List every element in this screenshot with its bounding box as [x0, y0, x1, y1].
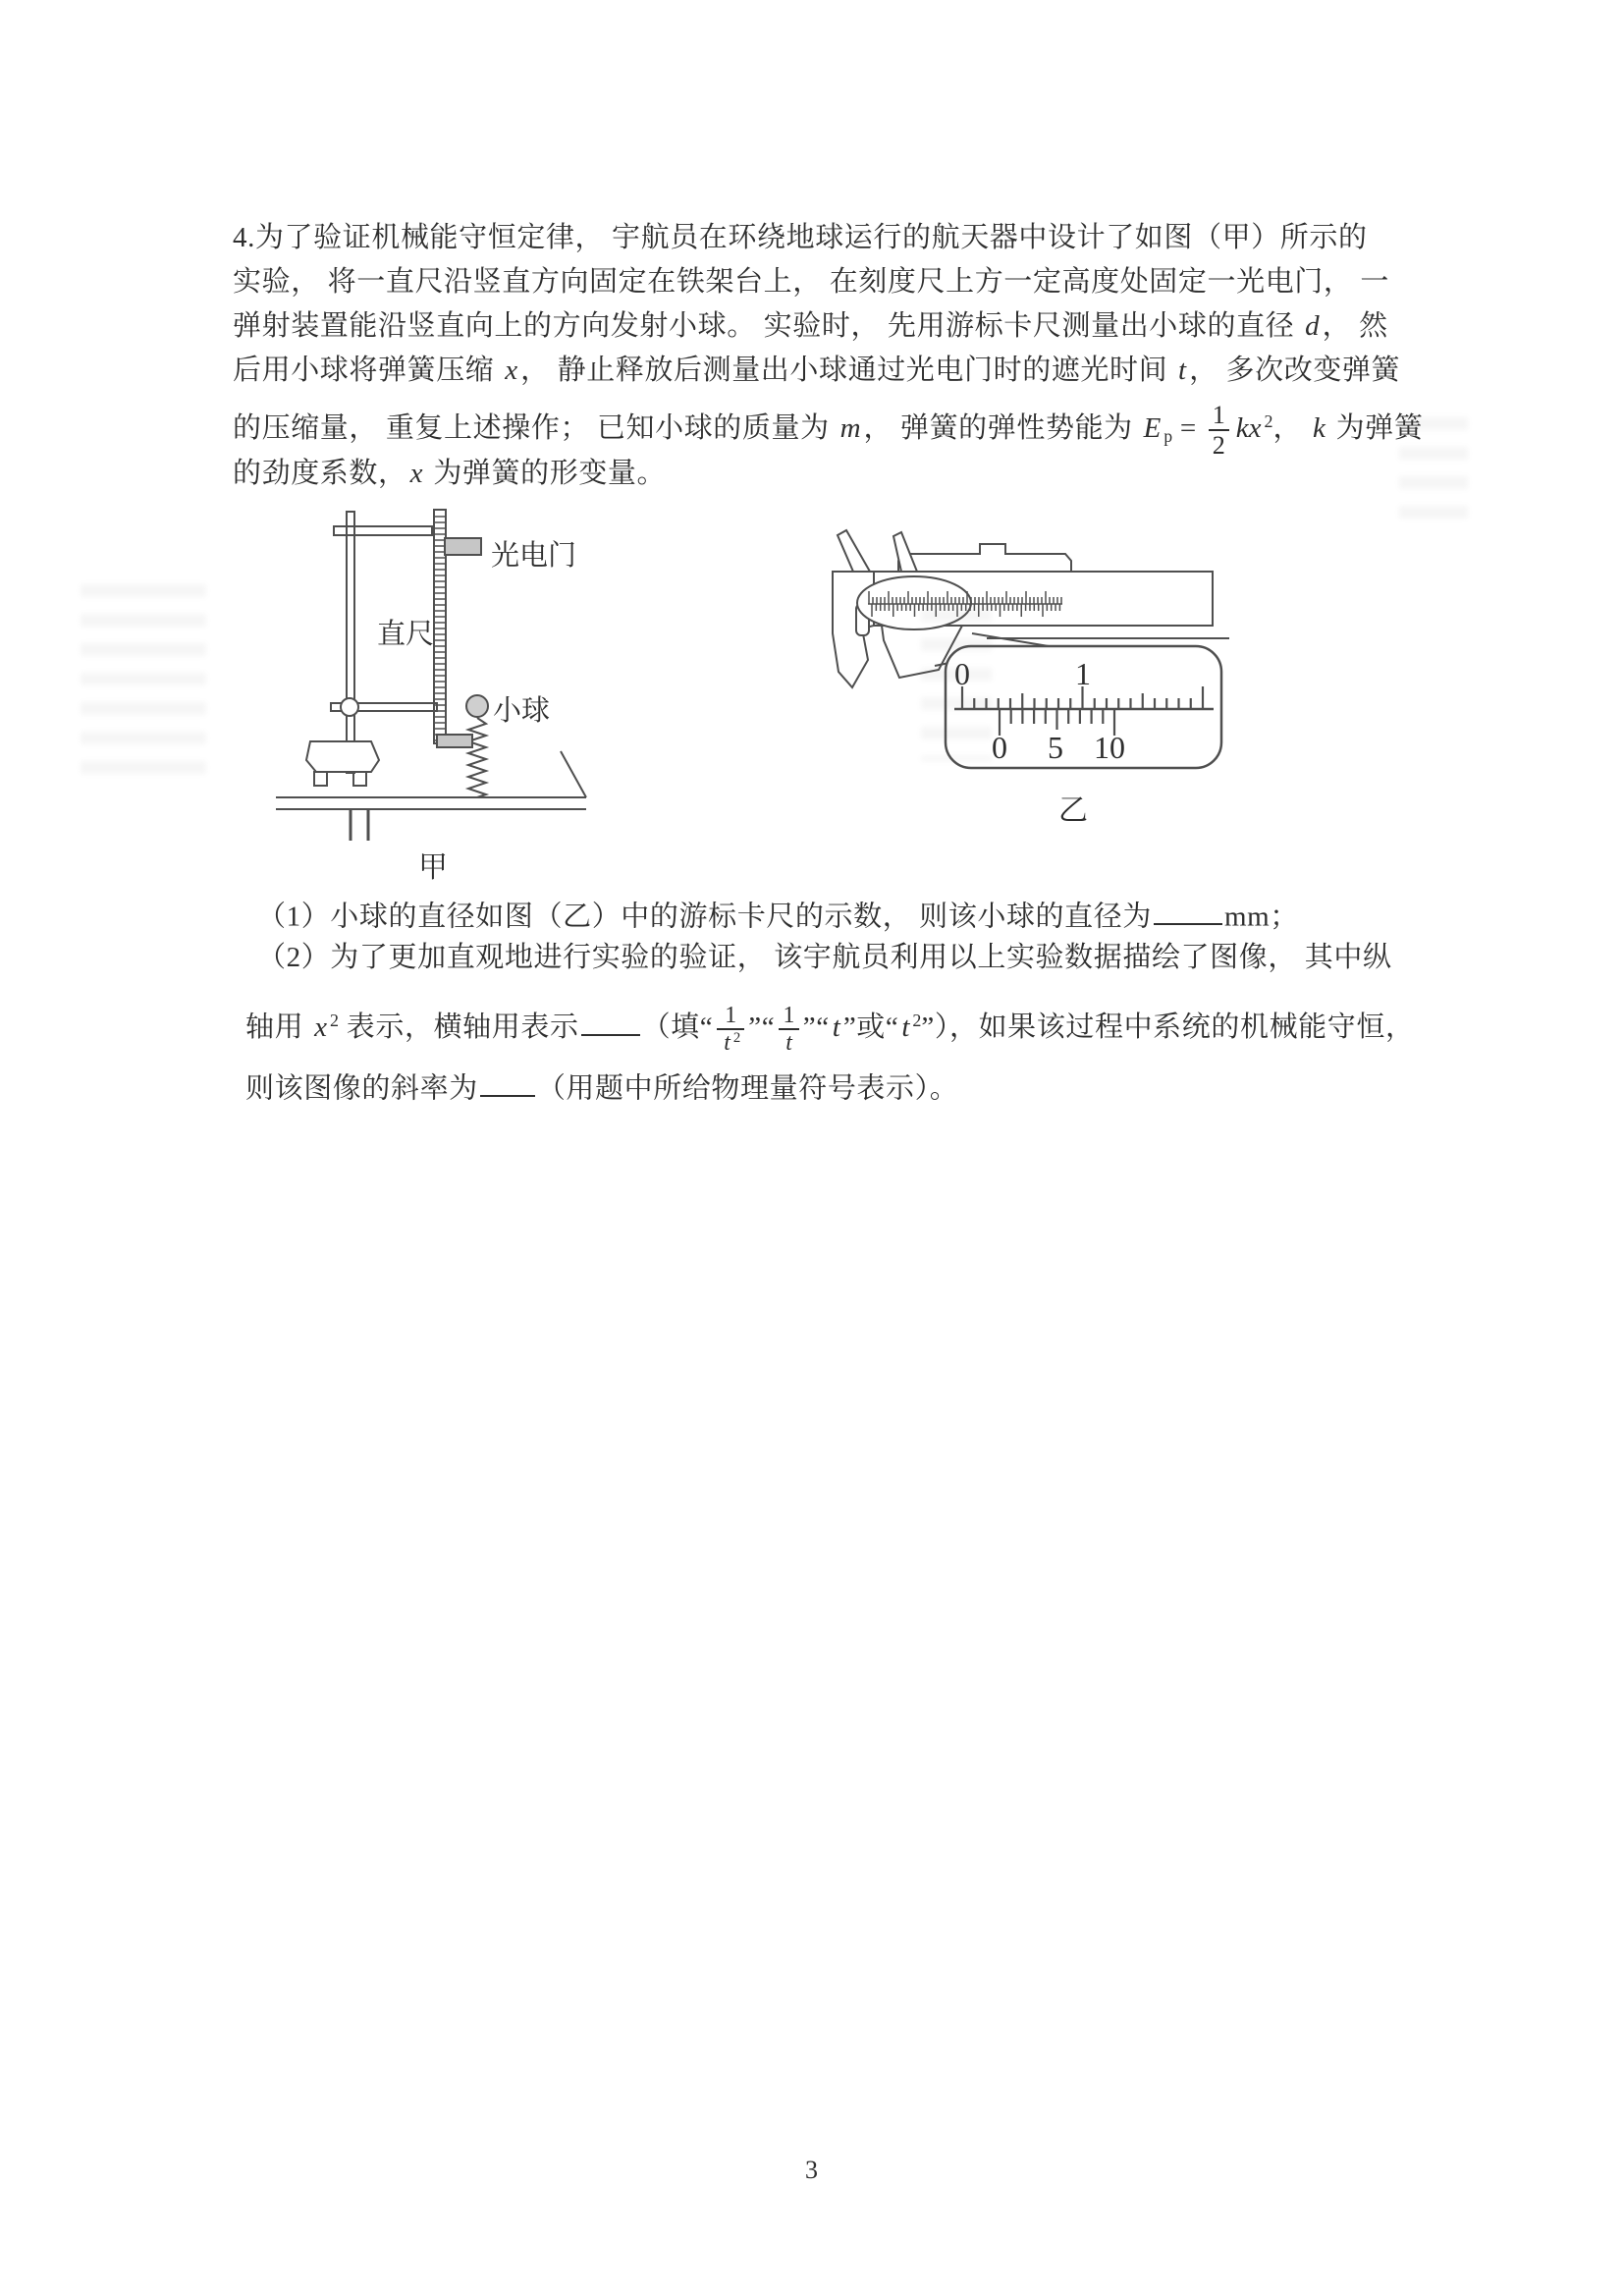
spring-holder-bracket: [437, 735, 472, 747]
variable-d: d: [1305, 310, 1320, 342]
variable-x: x: [409, 458, 423, 489]
question-2-line-2: [245, 990, 1415, 1058]
question-text: ”“: [802, 1011, 830, 1043]
statement-text: ， 多次改变弹簧: [1189, 355, 1401, 386]
equals-sign: =: [1172, 411, 1205, 444]
vernier-label-5: 5: [1048, 730, 1063, 765]
statement-text: 4.为了验证机械能守恒定律， 宇航员在环绕地球运行的航天器中设计了如图（甲）所示的: [233, 222, 1368, 253]
statement-text: 的劲度系数，: [233, 458, 407, 489]
caliper-moving-upper-jaw: [893, 532, 917, 572]
clamp-knob: [341, 698, 358, 716]
variable-m: m: [839, 411, 861, 444]
stand-base: [306, 741, 379, 772]
question-text: （2）为了更加直观地进行实验的验证， 该宇航员利用以上实验数据描绘了图像， 其中纵: [257, 942, 1392, 973]
figure-yi-caliper-diagram: [815, 520, 1247, 825]
subscript-p: p: [1163, 426, 1173, 447]
problem-statement-line-3: [233, 304, 1388, 349]
variable-x: x: [314, 1011, 327, 1043]
stand-top-bar: [334, 526, 432, 535]
vernier-label-10: 10: [1094, 730, 1125, 765]
statement-text: 为弹簧: [1327, 411, 1424, 444]
question-text: ”或“: [842, 1011, 899, 1043]
problem-statement-line-6: [233, 452, 666, 496]
statement-text: ， 静止释放后测量出小球通过光电门时的遮光时间: [520, 355, 1176, 386]
main-scale-label-1: 1: [1075, 656, 1091, 691]
answer-blank: [581, 1004, 640, 1035]
variable-t: t: [1178, 355, 1187, 386]
question-1: [257, 894, 1299, 939]
spring: [468, 718, 486, 797]
question-text: 轴用: [245, 1011, 312, 1043]
superscript-2: 2: [912, 1011, 922, 1030]
label-ball: 小球: [493, 695, 551, 727]
stand-foot: [314, 772, 327, 786]
scan-artifact: [81, 584, 206, 791]
statement-text: ， 然: [1322, 310, 1388, 342]
table-corner-edge: [561, 751, 586, 797]
question-2-line-3: [245, 1066, 958, 1111]
main-scale-label-0: 0: [954, 656, 970, 691]
stand-rod: [347, 512, 354, 773]
variable-t: t: [901, 1011, 910, 1043]
fraction-one-half: $\frac{1}{2}$: [1209, 401, 1229, 460]
variable-Ep: E: [1143, 411, 1162, 444]
question-text: ”），如果该过程中系统的机械能守恒，: [921, 1011, 1415, 1043]
label-ruler: 直尺: [377, 619, 435, 650]
statement-text: 后用小球将弹簧压缩: [233, 355, 503, 386]
superscript-2: 2: [329, 1011, 339, 1030]
question-2-line-1: [257, 936, 1392, 980]
variable-t: t: [832, 1011, 840, 1043]
problem-statement-line-1: [233, 216, 1368, 260]
caliper-slider-top: [898, 544, 1071, 572]
problem-statement-line-2: [233, 260, 1389, 304]
stand-foot: [353, 772, 366, 786]
statement-text: 为弹簧的形变量。: [425, 458, 667, 489]
statement-text: 弹射装置能沿竖直向上的方向发射小球。 实验时， 先用游标卡尺测量出小球的直径: [233, 310, 1303, 342]
question-text: （用题中所给物理量符号表示）。: [536, 1072, 959, 1105]
variable-k: k: [1312, 411, 1325, 444]
variable-x: x: [505, 355, 518, 386]
answer-blank: [480, 1066, 535, 1097]
label-photogate: 光电门: [491, 540, 577, 572]
superscript-2: 2: [1264, 411, 1273, 431]
fraction-1-over-t-squared: $\frac{1}{t ^2}$: [717, 1003, 744, 1057]
question-text: （1）小球的直径如图（乙）中的游标卡尺的示数， 则该小球的直径为: [257, 901, 1152, 933]
fraction-1-over-t: $\frac{1}{t}$: [779, 1003, 799, 1057]
unit-label: mm；: [1223, 901, 1299, 933]
answer-blank: [1154, 894, 1222, 925]
statement-text: 实验， 将一直尺沿竖直方向固定在铁架台上， 在刻度尺上方一定高度处固定一光电门， 一: [233, 266, 1389, 298]
photogate-box: [445, 538, 481, 555]
question-text: 则该图像的斜率为: [245, 1072, 478, 1105]
statement-text: 的压缩量， 重复上述操作； 已知小球的质量为: [233, 411, 838, 444]
problem-statement-line-4: [233, 349, 1400, 393]
figure-caption-jia: 甲: [418, 851, 448, 884]
figure-caption-yi: 乙: [1058, 794, 1088, 827]
caliper-fixed-upper-jaw: [838, 530, 870, 572]
magnifier-ellipse: [857, 576, 971, 629]
vernier-label-0: 0: [992, 730, 1007, 765]
page-number: 3: [805, 2156, 818, 2184]
question-text: （填“: [641, 1011, 714, 1043]
statement-text: ，: [1272, 411, 1310, 444]
question-text: 表示，横轴用表示: [338, 1011, 579, 1043]
question-text: ”“: [748, 1011, 776, 1043]
statement-text: ， 弹簧的弹性势能为: [863, 411, 1141, 444]
variable-kx: kx: [1235, 411, 1262, 444]
ball: [466, 695, 488, 717]
